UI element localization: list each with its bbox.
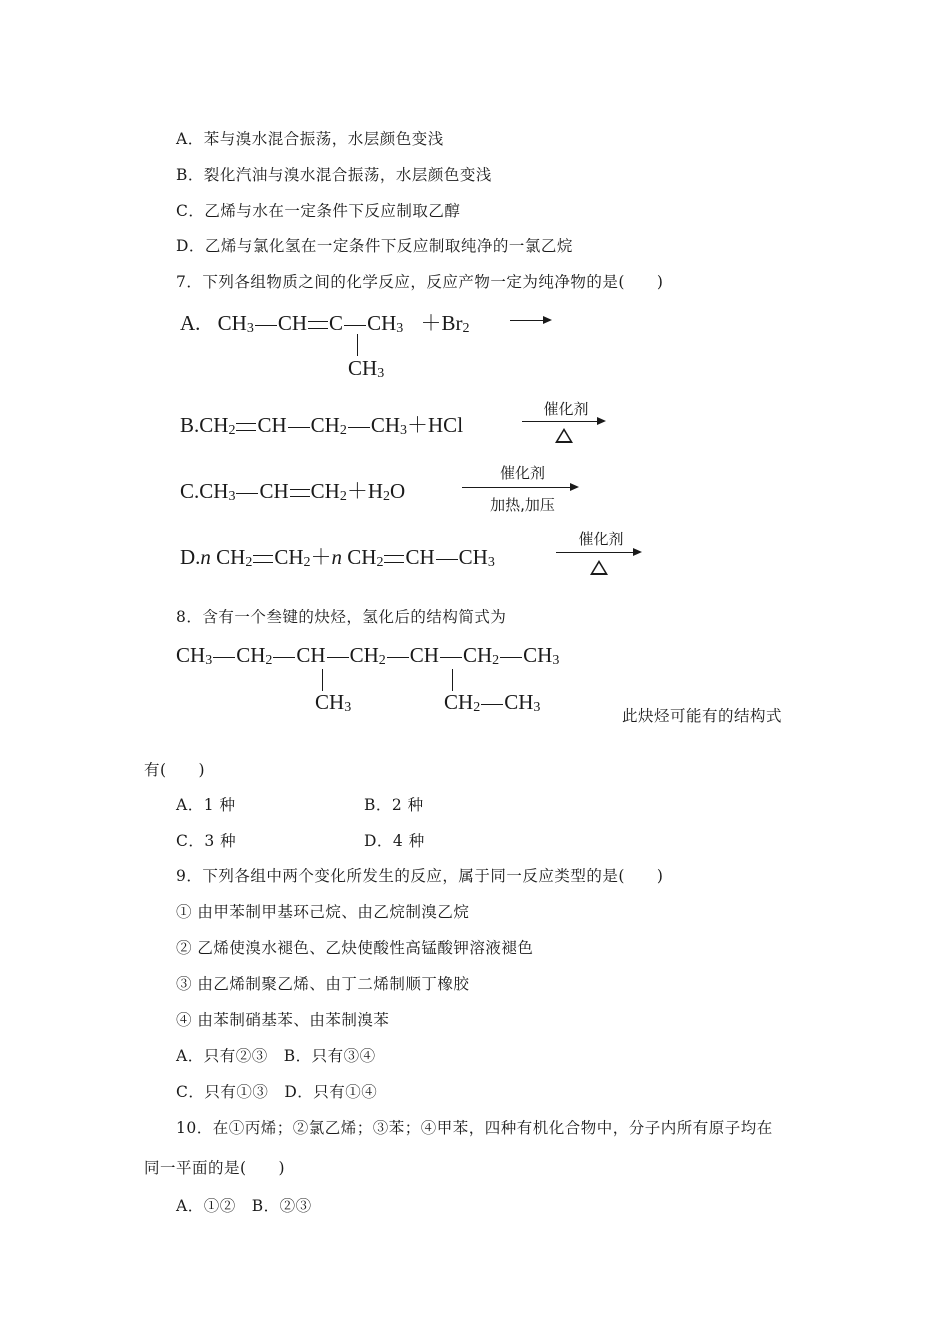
q8-stem: 8．含有一个叁键的炔烃，氢化后的结构简式为	[176, 608, 507, 626]
q8-branch2-bond	[452, 669, 453, 691]
q6-option-c: C．乙烯与水在一定条件下反应制取乙醇	[176, 202, 461, 220]
q9-item-4: ④ 由苯制硝基苯、由苯制溴苯	[176, 1011, 390, 1029]
q7-d-heat-icon	[590, 560, 608, 575]
q7-c-catalyst: 催化剂	[499, 464, 545, 482]
q9-item-2: ② 乙烯使溴水褪色、乙炔使酸性高锰酸钾溶液褪色	[176, 939, 534, 957]
q7-c-arrow	[462, 487, 577, 488]
q7-formula-c: $C.CH_3$ CH $CH_2+H_2O$	[180, 479, 406, 504]
q8-option-d: D．4 种	[364, 832, 425, 850]
q8-option-a: A．1 种	[176, 796, 236, 814]
q6-option-b: B．裂化汽油与溴水混合振荡，水层颜色变浅	[176, 166, 492, 184]
q7-a-branch-bond	[357, 334, 358, 356]
q7-a-branch: $CH_3$	[348, 356, 385, 381]
q7-d-arrow	[556, 552, 640, 553]
q10-stem: 10．在①丙烯；②氯乙烯；③苯；④甲苯，四种有机化合物中，分子内所有原子均在	[176, 1119, 773, 1137]
q10-stem-cont: 同一平面的是( )	[144, 1159, 286, 1177]
q7-c-condition: 加热,加压	[490, 496, 555, 514]
q9-options-cd: C．只有①③ D．只有①④	[176, 1083, 378, 1101]
q7-b-arrow	[522, 421, 604, 422]
q9-item-1: ① 由甲苯制甲基环己烷、由乙烷制溴乙烷	[176, 903, 470, 921]
q7-b-label: B.	[180, 413, 200, 437]
q8-structure-main: $CH_3$ $CH_2$ CH $CH_2$ CH $CH_2$ $CH_3$	[176, 643, 560, 668]
q7-c-label: C.	[180, 479, 200, 503]
q8-option-b: B．2 种	[364, 796, 424, 814]
q7-stem: 7．下列各组物质之间的化学反应，反应产物一定为纯净物的是( )	[176, 273, 664, 291]
q9-item-3: ③ 由乙烯制聚乙烯、由丁二烯制顺丁橡胶	[176, 975, 470, 993]
q7-d-catalyst: 催化剂	[578, 530, 624, 548]
q8-stem-cont: 有( )	[144, 761, 206, 779]
q7-d-label: D.	[180, 545, 201, 569]
q7-formula-a: A. $CH_3$ CH C $CH_3 +Br_2$	[180, 311, 470, 336]
q7-a-arrow	[510, 320, 550, 321]
q7-b-catalyst: 催化剂	[543, 400, 589, 418]
q7-a-label: A.	[180, 311, 201, 335]
q10-options-ab: A．①② B．②③	[176, 1197, 312, 1215]
q8-branch1: $CH_3$	[315, 690, 352, 715]
q7-formula-d: D.n $CH_2$ $CH_2+n$ $CH_2$ CH $CH_3$	[180, 545, 495, 570]
q8-branch1-bond	[322, 669, 323, 691]
q7-b-heat-icon	[555, 428, 573, 443]
q8-branch2: $CH_2$ $CH_3$	[444, 690, 541, 715]
q9-stem: 9．下列各组中两个变化所发生的反应，属于同一反应类型的是( )	[176, 867, 664, 885]
q6-option-a: A．苯与溴水混合振荡，水层颜色变浅	[176, 130, 444, 148]
q8-option-c: C．3 种	[176, 832, 237, 850]
q9-options-ab: A．只有②③ B．只有③④	[176, 1047, 376, 1065]
q6-option-d: D．乙烯与氯化氢在一定条件下反应制取纯净的一氯乙烷	[176, 237, 573, 255]
q8-stem-tail: 此炔烃可能有的结构式	[622, 707, 783, 725]
q7-formula-b: $B.CH_2$ CH $CH_2$ $CH_3+HCl$	[180, 413, 464, 438]
